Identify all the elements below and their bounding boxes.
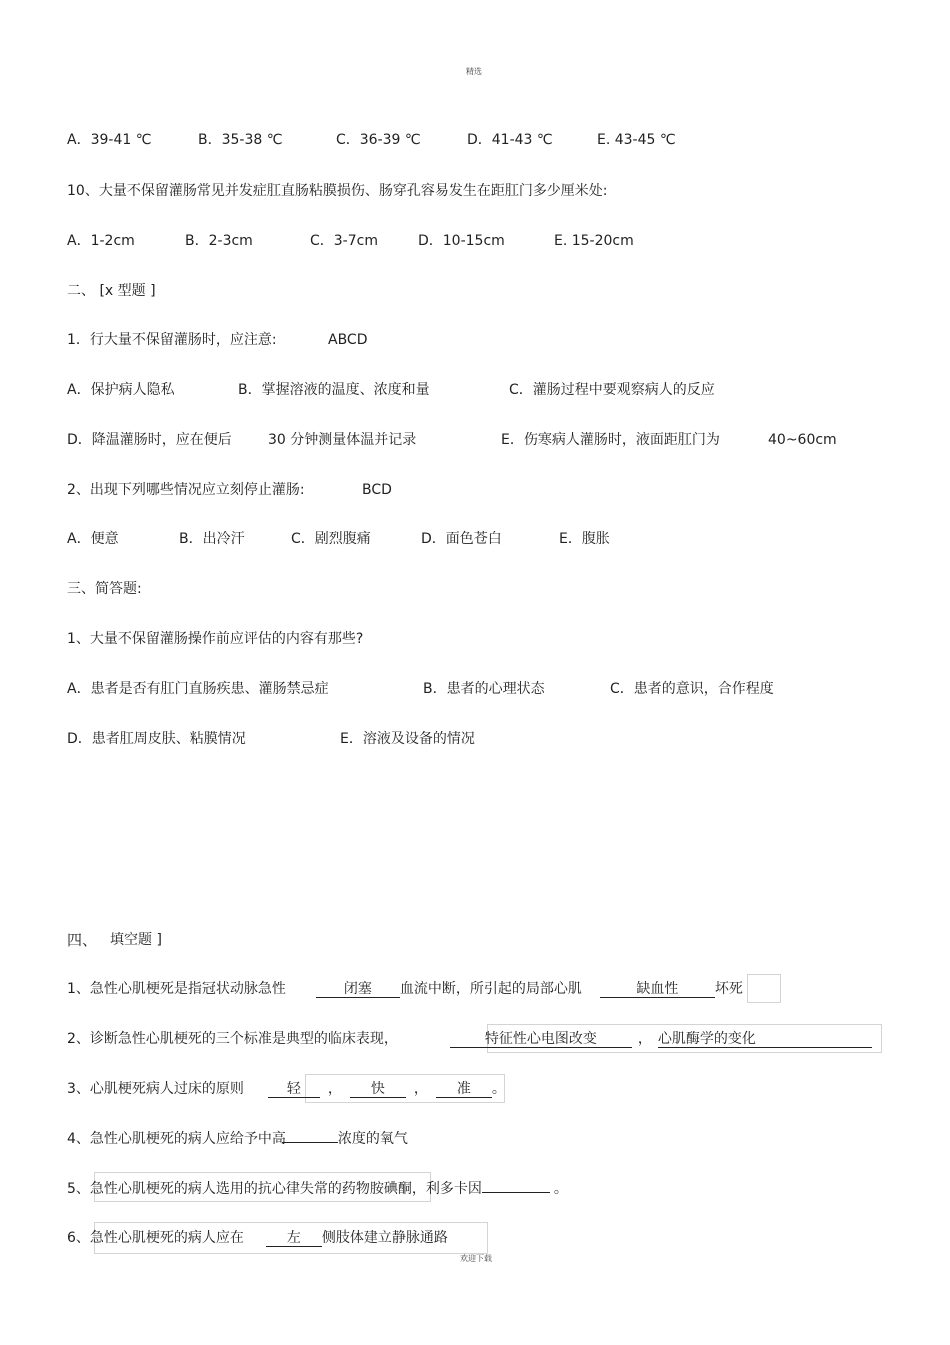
fill-question-4 (67, 1130, 408, 1148)
section-title: 填空题 ] (110, 932, 162, 948)
option-b: B．2-3cm (185, 233, 253, 249)
section-title: 三、简答题: (67, 581, 142, 597)
section-title: 二、 [x 型题 ] (67, 283, 156, 299)
question-text: 血流中断，所引起的局部心肌 (399, 981, 582, 997)
fill-question-3 (67, 1080, 506, 1098)
option-c: C．剧烈腹痛 (291, 531, 371, 547)
answer-blank: 缺血性 (600, 981, 715, 998)
option-c: C．3-7cm (310, 233, 378, 249)
option-e-continued: 40~60cm (768, 432, 837, 448)
option-d: D．降温灌肠时，应在便后 (67, 432, 232, 448)
question-text: 。 (491, 1081, 506, 1097)
option-b: B．掌握溶液的温度、浓度和量 (238, 382, 430, 398)
question-text: 坏死 (714, 981, 743, 997)
fill-question-2 (67, 1030, 872, 1048)
option-d-continued: 30 分钟测量体温并记录 (268, 432, 417, 448)
option-a: A．患者是否有肛门直肠疾患、灌肠禁忌症 (67, 681, 329, 697)
option-b: B．出冷汗 (179, 531, 245, 547)
answer-blank: 准 (436, 1081, 492, 1098)
question-text: 5、急性心肌梗死的病人选用的抗心律失常的药物胺碘酮，利多卡因 (67, 1181, 482, 1197)
question-stem: 2、出现下列哪些情况应立刻停止灌肠: (67, 482, 305, 498)
option-a: A．保护病人隐私 (67, 382, 175, 398)
separator: ， (327, 1081, 342, 1097)
question-stem: 1、大量不保留灌肠操作前应评估的内容有那些? (67, 631, 364, 647)
option-a: A．39-41 ℃ (67, 132, 152, 148)
option-c: C．患者的意识，合作程度 (610, 681, 774, 697)
question-text: 侧肢体建立静脉通路 (321, 1230, 448, 1246)
option-d: D．患者肛周皮肤、粘膜情况 (67, 731, 246, 747)
option-e: E．溶液及设备的情况 (340, 731, 475, 747)
answer-blank: 特征性心电图改变 (450, 1031, 632, 1048)
question-text: 。 (553, 1181, 568, 1197)
fill-question-6 (67, 1229, 448, 1247)
question-text: 3、心肌梗死病人过床的原则 (67, 1081, 244, 1097)
separator: ， (637, 1031, 652, 1047)
answer-blank (482, 1192, 550, 1193)
option-c: C．灌肠过程中要观察病人的反应 (509, 382, 715, 398)
option-c: C．36-39 ℃ (336, 132, 421, 148)
page-header: 精选 (466, 67, 482, 76)
answer-blank: 快 (350, 1081, 406, 1098)
cell-border (747, 974, 781, 1003)
option-e: E．腹胀 (559, 531, 610, 547)
option-d: D．41-43 ℃ (467, 132, 553, 148)
answer-blank: 左 (266, 1230, 322, 1247)
question-answer: ABCD (328, 332, 368, 348)
answer-blank: 闭塞 (316, 981, 400, 998)
answer-blank: 轻 (268, 1081, 320, 1098)
option-e: E. 43-45 ℃ (597, 132, 676, 148)
option-a: A．便意 (67, 531, 119, 547)
answer-blank: 心肌酶学的变化 (658, 1031, 872, 1048)
question-text: 6、急性心肌梗死的病人应在 (67, 1230, 244, 1246)
option-d: D．10-15cm (418, 233, 505, 249)
separator: ， (413, 1081, 428, 1097)
fill-question-5 (67, 1180, 568, 1198)
question-text: 2、诊断急性心肌梗死的三个标准是典型的临床表现， (67, 1031, 398, 1047)
question-text: 浓度的氧气 (337, 1131, 408, 1147)
option-a: A．1-2cm (67, 233, 135, 249)
question-text: 4、急性心肌梗死的病人应给予中高 (67, 1131, 286, 1147)
option-d: D．面色苍白 (421, 531, 502, 547)
question-stem: 1．行大量不保留灌肠时，应注意: (67, 332, 277, 348)
section-title-number: 四、 (67, 931, 98, 949)
answer-blank (282, 1142, 338, 1143)
question-text: 1、急性心肌梗死是指冠状动脉急性 (67, 981, 286, 997)
option-e: E. 15-20cm (554, 233, 634, 249)
question-answer: BCD (362, 482, 392, 498)
option-e: E．伤寒病人灌肠时，液面距肛门为 (501, 432, 720, 448)
page-footer: 欢迎下载 (460, 1254, 492, 1263)
fill-question-1 (67, 980, 743, 998)
question-stem: 10、大量不保留灌肠常见并发症肛直肠粘膜损伤、肠穿孔容易发生在距肛门多少厘米处: (67, 183, 608, 199)
option-b: B．患者的心理状态 (423, 681, 545, 697)
option-b: B．35-38 ℃ (198, 132, 283, 148)
